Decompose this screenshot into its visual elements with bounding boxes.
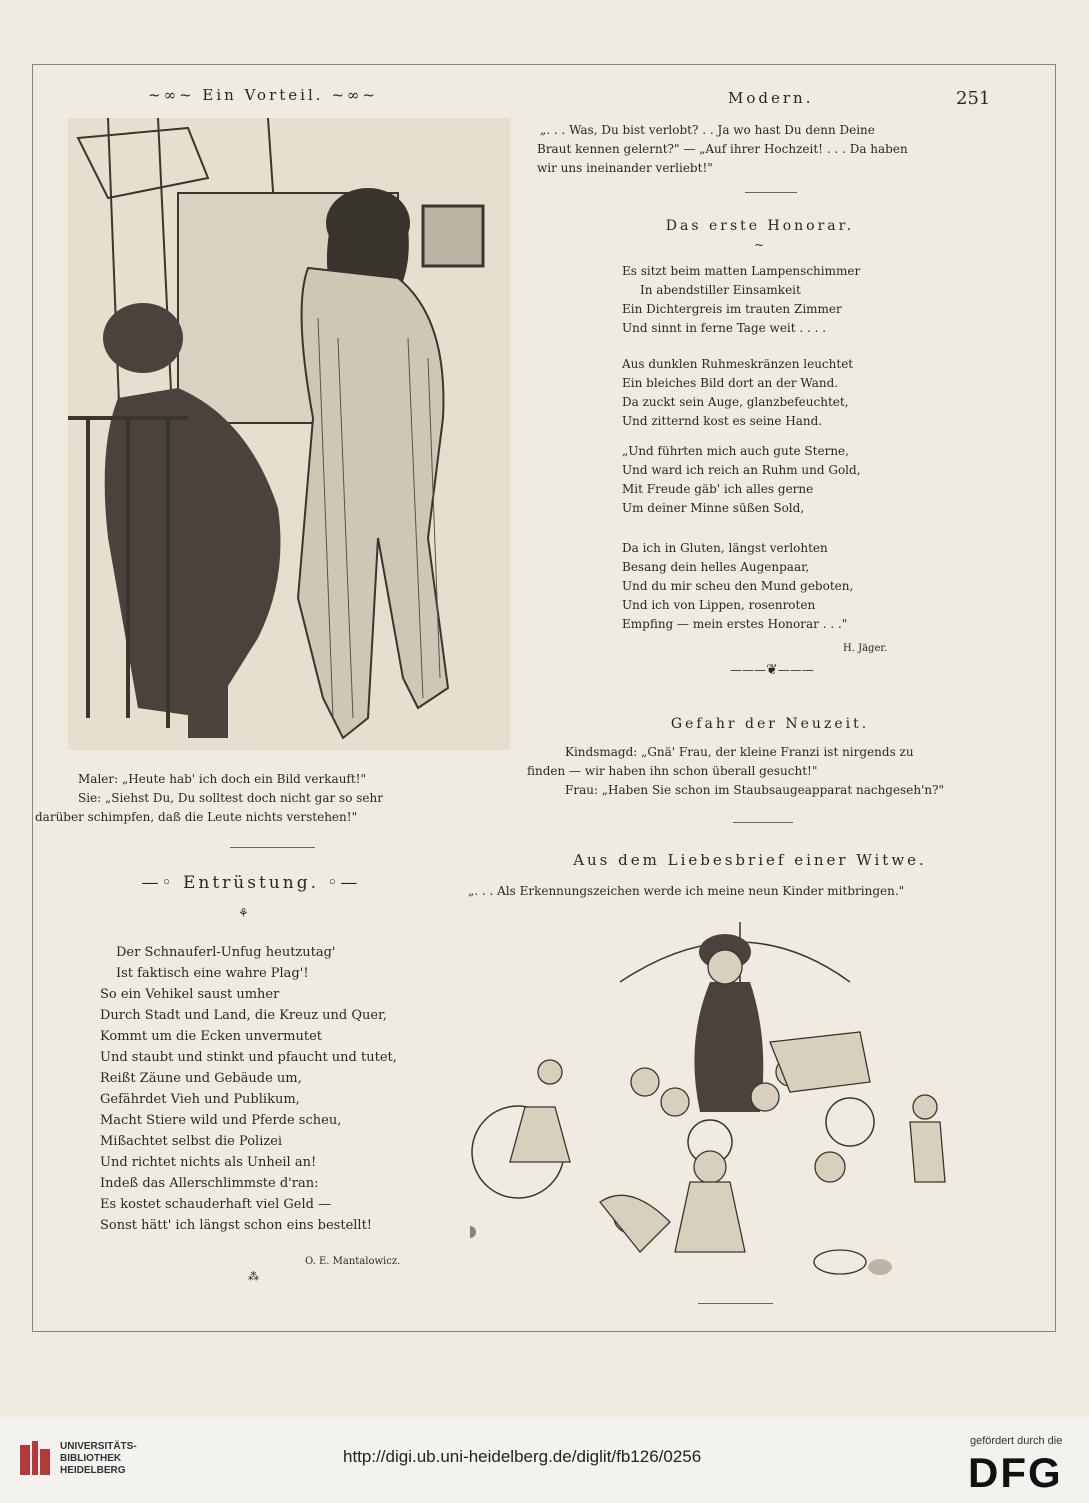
poem-line: Und du mir scheu den Mund geboten, bbox=[622, 579, 854, 593]
university-logo-icon bbox=[18, 1439, 52, 1479]
left-header-title: Ein Vorteil. bbox=[202, 86, 324, 104]
poem-line: Aus dunklen Ruhmeskränzen leuchtet bbox=[622, 357, 854, 371]
poem-line: Ein Dichtergreis im trauten Zimmer bbox=[622, 302, 842, 316]
dfg-logo: DFG bbox=[968, 1449, 1063, 1496]
poem-line: Es kostet schauderhaft viel Geld — bbox=[100, 1197, 332, 1212]
honorar-stanza-3 bbox=[622, 442, 861, 518]
honorar-ornament: ~ bbox=[754, 238, 765, 252]
poem-line: Reißt Zäune und Gebäude um, bbox=[100, 1071, 302, 1086]
flourish-ornament: ———❦——— bbox=[730, 662, 814, 678]
poem-line: Da zuckt sein Auge, glanzbefeuchtet, bbox=[622, 395, 849, 409]
footer bbox=[0, 1417, 1089, 1503]
funded-by-text: gefördert durch die bbox=[970, 1435, 1063, 1447]
widow-children-illustration bbox=[470, 922, 1010, 1302]
caption-line-3: darüber schimpfen, daß die Leute nichts verstehen!" bbox=[35, 810, 358, 824]
poem-line: Mißachtet selbst die Polizei bbox=[100, 1134, 283, 1149]
poem-line: Ist faktisch eine wahre Plag'! bbox=[116, 966, 309, 981]
poem-line: Und richtet nichts als Unheil an! bbox=[100, 1155, 317, 1170]
poem-line: Der Schnauferl-Unfug heutzutag' bbox=[116, 945, 336, 960]
gefahr-line-2: finden — wir haben ihn schon überall gesucht!" bbox=[527, 764, 818, 778]
center-header-title: Modern. bbox=[728, 89, 814, 107]
modern-line-3: wir uns ineinander verliebt!" bbox=[537, 161, 713, 175]
poem-line: Und ward ich reich an Ruhm und Gold, bbox=[622, 463, 861, 477]
poem-line: Und zitternd kost es seine Hand. bbox=[622, 414, 823, 428]
honorar-signature: H. Jäger. bbox=[843, 643, 888, 654]
caption-line-1: Maler: „Heute hab' ich doch ein Bild verkauft!" bbox=[78, 772, 367, 786]
gefahr-title: Gefahr der Neuzeit. bbox=[670, 716, 870, 732]
poem-line: Und ich von Lippen, rosenroten bbox=[622, 598, 816, 612]
library-line-2: BIBLIOTHEK bbox=[60, 1453, 122, 1464]
library-line-1: UNIVERSITÄTS- bbox=[60, 1441, 137, 1452]
poem-line: Macht Stiere wild und Pferde scheu, bbox=[100, 1113, 342, 1128]
liebesbrief-line: „. . . Als Erkennungszeichen werde ich meine neun Kinder mitbringen." bbox=[468, 884, 905, 898]
divider-bottom bbox=[698, 1303, 773, 1304]
honorar-title: Das erste Honorar. bbox=[665, 218, 855, 234]
poem-line: Durch Stadt und Land, die Kreuz und Quer, bbox=[100, 1008, 388, 1023]
poem-line: Und staubt und stinkt und pfaucht und tutet, bbox=[100, 1050, 397, 1065]
poem-line: Indeß das Allerschlimmste d'ran: bbox=[100, 1176, 319, 1191]
right-ornament: ~∞~ bbox=[331, 86, 378, 104]
poem-line: Sonst hätt' ich längst schon eins bestellt! bbox=[100, 1218, 373, 1233]
poem-line: Es sitzt beim matten Lampenschimmer bbox=[622, 264, 861, 278]
poem-line: Kommt um die Ecken unvermutet bbox=[100, 1029, 323, 1044]
honorar-stanza-4 bbox=[622, 539, 853, 634]
poem-line: Empfing — mein erstes Honorar . . ." bbox=[622, 617, 848, 631]
poem-line: Besang dein helles Augenpaar, bbox=[622, 560, 810, 574]
gefahr-line-1: Kindsmagd: „Gnä' Frau, der kleine Franzi ist nirgends zu bbox=[565, 745, 914, 759]
poem-line: Und sinnt in ferne Tage weit . . . . bbox=[622, 321, 827, 335]
entruestung-title-text: Entrüstung. bbox=[182, 873, 319, 893]
left-header bbox=[148, 86, 378, 104]
poem-line: Gefährdet Vieh und Publikum, bbox=[100, 1092, 300, 1107]
footer-url[interactable]: http://digi.ub.uni-heidelberg.de/diglit/fb126/0256 bbox=[343, 1447, 702, 1466]
entruestung-poem bbox=[100, 942, 397, 1236]
honorar-stanza-2 bbox=[622, 355, 853, 431]
gefahr-line-3: Frau: „Haben Sie schon im Staubsaugeapparat nachgeseh'n?" bbox=[565, 783, 945, 797]
entruestung-ornament: ⚘ bbox=[238, 906, 249, 920]
poem-line: In abendstiller Einsamkeit bbox=[640, 283, 801, 297]
poem-line: Mit Freude gäb' ich alles gerne bbox=[622, 482, 814, 496]
modern-line-1: „. . . Was, Du bist verlobt? . . Ja wo hast Du denn Deine bbox=[540, 123, 875, 137]
divider-left bbox=[230, 847, 315, 848]
poem-line: Ein bleiches Bild dort an der Wand. bbox=[622, 376, 839, 390]
poem-line: Da ich in Gluten, längst verlohten bbox=[622, 541, 828, 555]
library-line-3: HEIDELBERG bbox=[60, 1465, 126, 1476]
modern-line-2: Braut kennen gelernt?" — „Auf ihrer Hochzeit! . . . Da haben bbox=[537, 142, 908, 156]
honorar-poem bbox=[622, 262, 860, 338]
library-name bbox=[60, 1441, 137, 1477]
liebesbrief-title: Aus dem Liebesbrief einer Witwe. bbox=[573, 851, 927, 869]
sunburst-ornament: ⁂ bbox=[248, 1270, 259, 1283]
caption-line-2: Sie: „Siehst Du, Du solltest doch nicht gar so sehr bbox=[78, 791, 383, 805]
painter-illustration bbox=[68, 118, 510, 750]
poem-line: Um deiner Minne süßen Sold, bbox=[622, 501, 805, 515]
poem-line: So ein Vehikel saust umher bbox=[100, 987, 280, 1002]
divider-modern bbox=[745, 192, 797, 193]
left-ornament: ~∞~ bbox=[148, 86, 195, 104]
poem-line: „Und führten mich auch gute Sterne, bbox=[622, 444, 849, 458]
page-number: 251 bbox=[956, 88, 991, 109]
entruestung-title: —◦ Entrüstung. ◦— bbox=[141, 873, 361, 893]
entruestung-signature: O. E. Mantalowicz. bbox=[305, 1256, 401, 1267]
divider-gefahr bbox=[733, 822, 793, 823]
